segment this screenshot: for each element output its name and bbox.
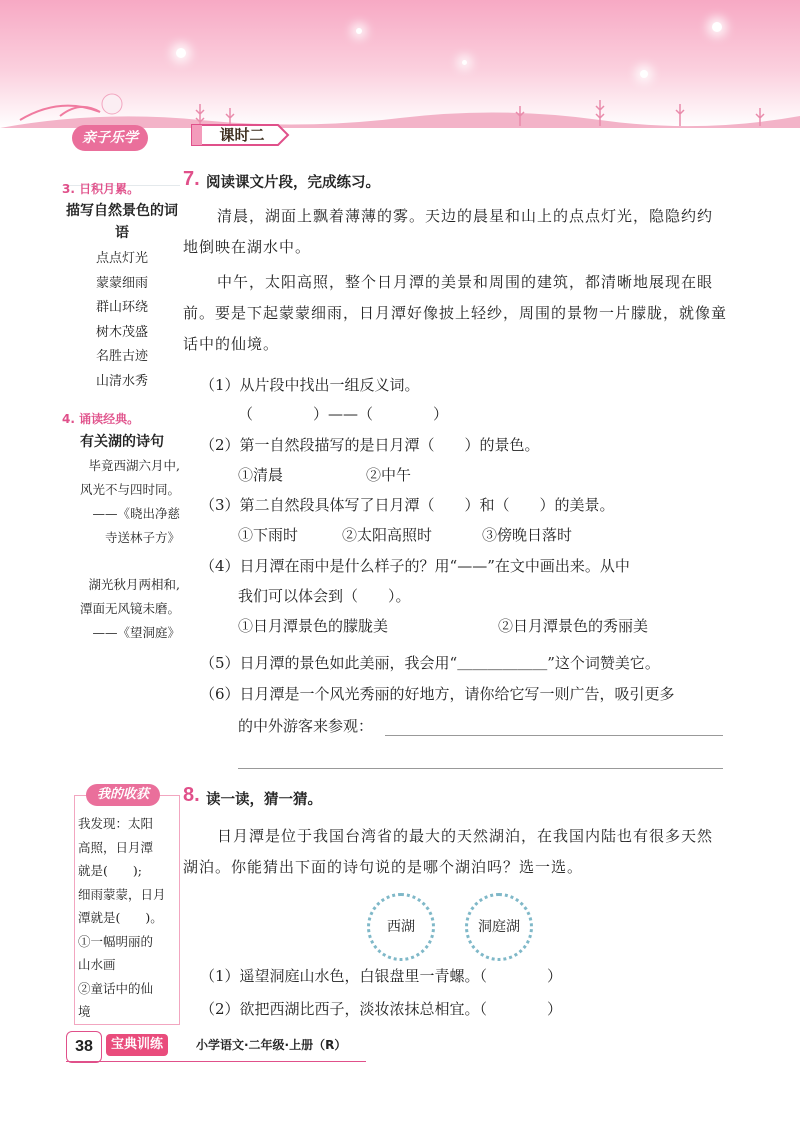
harvest-option[interactable]: ①一幅明丽的: [78, 933, 154, 949]
harvest-line: 我发现：太阳: [78, 816, 154, 831]
q7-sub2-option2[interactable]: ②中午: [366, 466, 412, 484]
q7-title: 阅读课文片段，完成练习。: [206, 175, 380, 191]
harvest-line: 高照，日月潭: [78, 839, 154, 855]
poem1-line: ——《晓出净慈: [92, 506, 180, 521]
q7-answer-line-2[interactable]: [238, 768, 723, 769]
sparkle-icon: [640, 70, 648, 78]
q7-sub3-option3[interactable]: ③傍晚日落时: [482, 526, 573, 544]
q7-sub3-option1[interactable]: ①下雨时: [238, 526, 299, 544]
q7-sub3-option2[interactable]: ②太阳高照时: [342, 526, 433, 544]
footer-divider: [66, 1061, 366, 1062]
harvest-line: 潭就是( )。: [78, 910, 163, 925]
q8-paragraph: 日月潭是位于我国台湾省的最大的天然湖泊，在我国内陆也有很多天然湖泊。你能猜出下面的诗句说的是哪个湖泊吗？选一选。: [183, 827, 714, 876]
q7-sub4-option2[interactable]: ②日月潭景色的秀丽美: [498, 617, 649, 635]
section3-word: 树木茂盛: [95, 324, 148, 340]
harvest-option[interactable]: 境: [78, 1004, 91, 1019]
grass-decoration: [0, 90, 800, 128]
section3-word: 群山环绕: [95, 300, 148, 315]
option-dongting-lake[interactable]: 洞庭湖: [465, 893, 533, 961]
section4-subtitle: 有关湖的诗句: [80, 434, 164, 450]
option-west-lake[interactable]: 西湖: [367, 893, 435, 961]
poem1-line: 毕竟西湖六月中,: [88, 458, 180, 473]
q7-sub3: （3）第二自然段具体写了日月潭（ ）和（ ）的美景。: [200, 496, 615, 514]
section3-subtitle: 描写自然景色的词语: [66, 203, 178, 241]
harvest-title: 我的收获: [86, 784, 160, 806]
q7-sub1: （1）从片段中找出一组反义词。: [200, 376, 420, 394]
footer-book-info: 小学语文·二年级·上册（R）: [196, 1038, 347, 1052]
section3-word: 蒙蒙细雨: [95, 275, 148, 291]
q8-sub2[interactable]: （2）欲把西湖比西子，淡妆浓抹总相宜。（ ）: [200, 1000, 563, 1018]
q7-number: 7.: [183, 168, 200, 190]
q8-sub1[interactable]: （1）遥望洞庭山水色，白银盘里一青螺。（ ）: [200, 967, 563, 985]
q7-sub2: （2）第一自然段描写的是日月潭（ ）的景色。: [200, 436, 540, 454]
q7-paragraph-2: 中午，太阳高照，整个日月潭的美景和周围的建筑，都清晰地展现在眼前。要是下起蒙蒙细雨，日月潭好像披上轻纱，周围的景物一片朦胧，就像童话中的仙境。: [183, 273, 728, 353]
q7-paragraph-1: 清晨，湖面上飘着薄薄的雾。天边的晨星和山上的点点灯光，隐隐约约地倒映在湖水中。: [183, 207, 714, 256]
section3-word: 山清水秀: [95, 373, 148, 389]
q8-title: 读一读，猜一猜。: [206, 792, 322, 808]
section4-title: 4. 诵读经典。: [62, 412, 140, 426]
harvest-option[interactable]: ②童话中的仙: [78, 980, 154, 996]
q7-sub1-blank[interactable]: （ ）——（ ）: [238, 405, 449, 423]
section3-word: 点点灯光: [95, 251, 148, 266]
section3-word: 名胜古迹: [95, 349, 148, 364]
harvest-option[interactable]: 山水画: [78, 957, 116, 972]
page-number: 38: [66, 1031, 102, 1063]
poem2-line: 湖光秋月两相和,: [88, 577, 180, 592]
harvest-line: 就是( );: [78, 863, 142, 878]
q8-number: 8.: [183, 784, 200, 806]
poem1-line: 风光不与四时同。: [79, 482, 180, 497]
q7-sub5[interactable]: （5）日月潭的景色如此美丽，我会用“＿＿＿＿＿＿”这个词赞美它。: [200, 654, 660, 672]
header-banner: [0, 0, 800, 128]
q7-sub6-b: 的中外游客来参观：: [238, 717, 374, 735]
q7-sub4-a: （4）日月潭在雨中是什么样子的？用“——”在文中画出来。从中: [200, 557, 630, 575]
q7-sub6-a: （6）日月潭是一个风光秀丽的好地方，请你给它写一则广告，吸引更多: [200, 685, 675, 703]
poem1-line: 寺送林子方》: [104, 530, 180, 545]
sparkle-icon: [176, 48, 186, 58]
sparkle-icon: [462, 60, 467, 65]
q7-sub4-option1[interactable]: ①日月潭景色的朦胧美: [238, 617, 389, 635]
brand-logo: 宝典训练: [106, 1034, 168, 1056]
parent-child-tag: 亲子乐学: [72, 125, 148, 151]
sparkle-icon: [712, 22, 722, 32]
sparkle-icon: [356, 28, 362, 34]
q7-answer-line-1[interactable]: [385, 735, 723, 736]
q7-sub4-b[interactable]: 我们可以体会到（ ）。: [238, 587, 411, 605]
q7-sub2-option1[interactable]: ①清晨: [238, 466, 284, 484]
poem2-line: 潭面无风镜未磨。: [79, 601, 180, 616]
harvest-line: 细雨蒙蒙，日月: [78, 886, 166, 902]
section3-title: 3. 日积月累。: [62, 182, 140, 196]
poem2-line: ——《望洞庭》: [92, 625, 180, 640]
lesson-label: 课时二: [219, 126, 265, 144]
